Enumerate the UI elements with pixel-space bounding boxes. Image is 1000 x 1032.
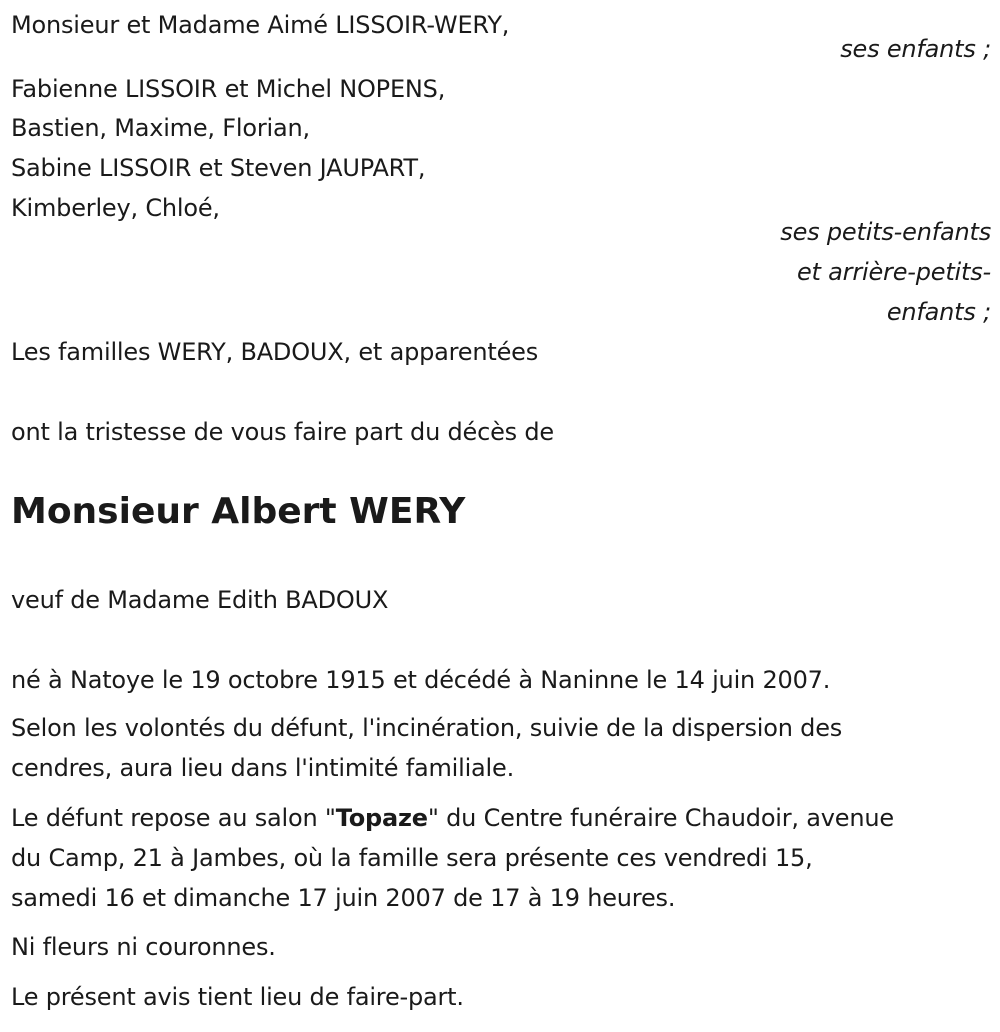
- repose-line-3: samedi 16 et dimanche 17 juin 2007 de 17 à 19 heures.: [11, 884, 676, 912]
- family-line-great-grandchildren-1: Bastien, Maxime, Florian,: [11, 114, 310, 142]
- role-grandchildren-b: et arrière-petits-: [796, 258, 991, 286]
- role-children: ses enfants ;: [840, 35, 991, 63]
- role-grandchildren-a: ses petits-enfants: [780, 218, 991, 246]
- family-line-grandchild-1: Fabienne LISSOIR et Michel NOPENS,: [11, 75, 446, 103]
- family-line-children: Monsieur et Madame Aimé LISSOIR-WERY,: [11, 11, 510, 39]
- family-line-grandchild-2: Sabine LISSOIR et Steven JAUPART,: [11, 154, 426, 182]
- family-line-great-grandchildren-2: Kimberley, Chloé,: [11, 194, 220, 222]
- wishes-line-1: Selon les volontés du défunt, l'incinération, suivie de la dispersion des: [11, 714, 843, 742]
- birth-death-dates: né à Natoye le 19 octobre 1915 et décédé à Naninne le 14 juin 2007.: [11, 666, 831, 694]
- repose-line-1: [11, 798, 894, 838]
- deceased-name: Monsieur Albert WERY: [11, 491, 466, 532]
- announcement-intro: ont la tristesse de vous faire part du décès de: [11, 418, 554, 446]
- obituary-notice: [11, 0, 991, 1032]
- role-grandchildren-c: enfants ;: [886, 298, 991, 326]
- repose-prefix: Le défunt repose au salon ": [11, 804, 336, 832]
- salon-name: Topaze: [335, 804, 428, 832]
- widower-line: veuf de Madame Edith BADOUX: [11, 586, 389, 614]
- family-line-relatives: Les familles WERY, BADOUX, et apparentées: [11, 338, 539, 366]
- repose-line-2: du Camp, 21 à Jambes, où la famille sera présente ces vendredi 15,: [11, 844, 813, 872]
- repose-suffix: " du Centre funéraire Chaudoir, avenue: [427, 804, 894, 832]
- flowers-line: Ni fleurs ni couronnes.: [11, 933, 276, 961]
- wishes-line-2: cendres, aura lieu dans l'intimité familiale.: [11, 754, 515, 782]
- notice-line: Le présent avis tient lieu de faire-part.: [11, 983, 464, 1011]
